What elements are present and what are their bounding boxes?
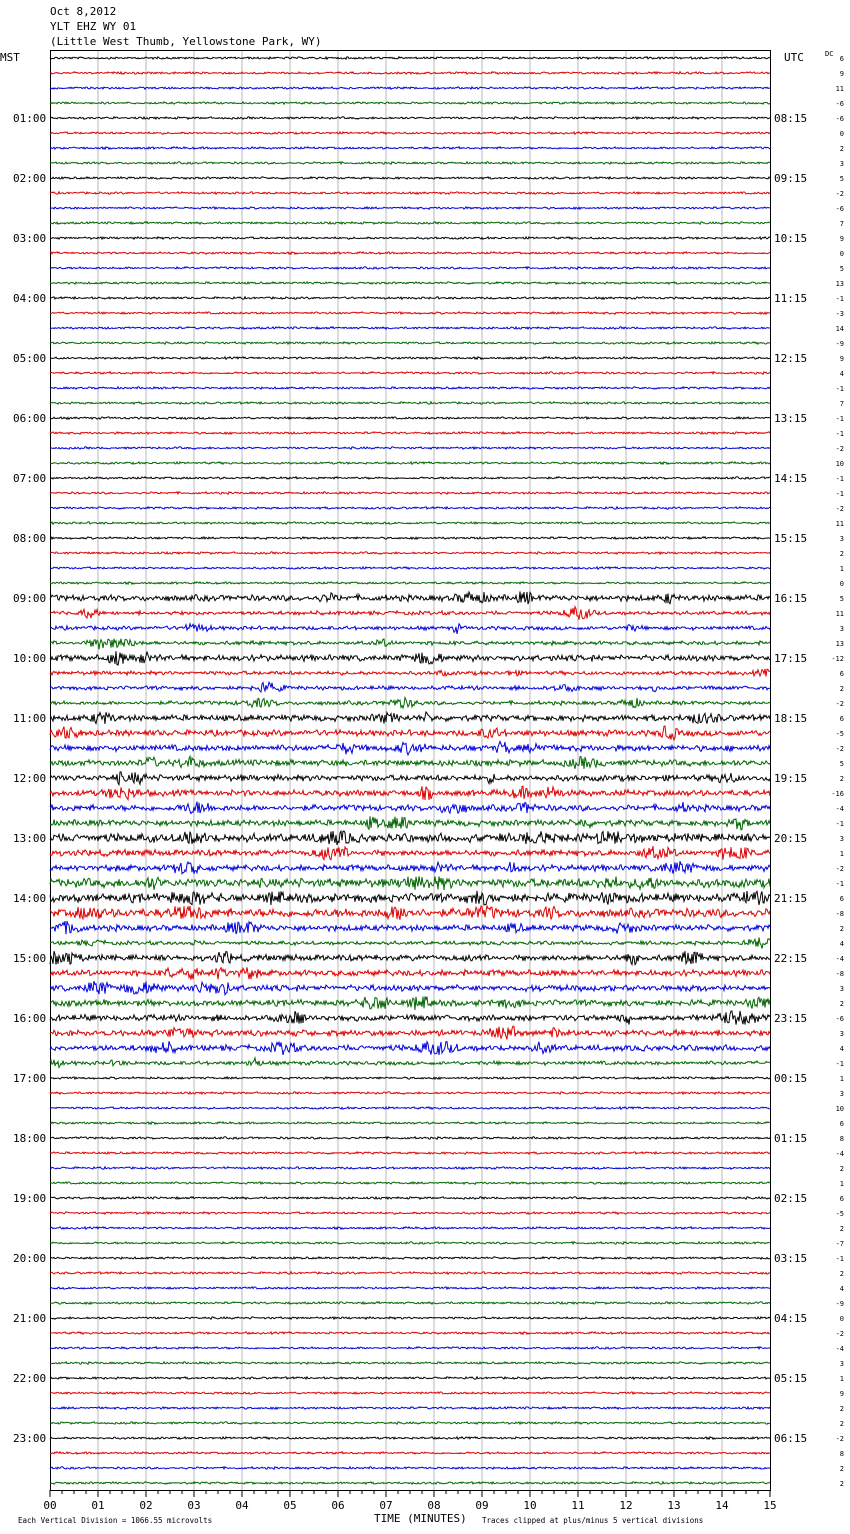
dc-offset-value: -1 bbox=[835, 880, 844, 888]
mst-hour-label: 05:00 bbox=[13, 352, 47, 365]
trace-17 bbox=[50, 312, 770, 315]
trace-55 bbox=[50, 876, 770, 890]
trace-73 bbox=[50, 1152, 770, 1154]
x-tick-label: 07 bbox=[379, 1499, 393, 1512]
mst-hour-label: 04:00 bbox=[13, 292, 47, 305]
utc-hour-label: 16:15 bbox=[774, 592, 808, 605]
dc-offset-value: 6 bbox=[839, 1120, 844, 1128]
trace-27 bbox=[50, 462, 770, 465]
dc-offset-value: 2 bbox=[839, 1270, 844, 1278]
trace-19 bbox=[50, 342, 770, 345]
trace-76 bbox=[50, 1197, 770, 1199]
trace-89 bbox=[50, 1392, 770, 1394]
mst-hour-label: 01:00 bbox=[13, 112, 47, 125]
dc-offset-value: 1 bbox=[839, 1075, 844, 1083]
trace-41 bbox=[50, 669, 770, 676]
x-tick-label: 04 bbox=[235, 1499, 249, 1512]
dc-offset-value: -4 bbox=[835, 955, 844, 963]
utc-axis-label: UTC bbox=[784, 51, 804, 64]
utc-hour-label: 12:15 bbox=[774, 352, 808, 365]
dc-offset-value: 4 bbox=[839, 370, 844, 378]
trace-81 bbox=[50, 1272, 770, 1274]
trace-9 bbox=[50, 192, 770, 194]
trace-93 bbox=[50, 1452, 770, 1454]
x-tick-label: 12 bbox=[619, 1499, 633, 1512]
dc-offset-value: -1 bbox=[835, 430, 844, 438]
mst-hour-label: 16:00 bbox=[13, 1012, 47, 1025]
dc-offset-value: -4 bbox=[835, 1150, 844, 1158]
trace-79 bbox=[50, 1242, 770, 1245]
trace-83 bbox=[50, 1302, 770, 1304]
dc-offset-value: -1 bbox=[835, 385, 844, 393]
trace-86 bbox=[50, 1347, 770, 1349]
dc-offset-labels bbox=[831, 55, 844, 1488]
trace-66 bbox=[50, 1041, 770, 1055]
trace-7 bbox=[50, 162, 770, 165]
dc-offset-value: 3 bbox=[839, 535, 844, 543]
x-tick-label: 00 bbox=[43, 1499, 57, 1512]
trace-78 bbox=[50, 1227, 770, 1230]
trace-14 bbox=[50, 267, 770, 270]
dc-offset-value: -1 bbox=[835, 295, 844, 303]
dc-offset-value: -8 bbox=[835, 970, 844, 978]
dc-offset-value: 2 bbox=[839, 1420, 844, 1428]
trace-15 bbox=[50, 282, 770, 284]
dc-offset-value: -8 bbox=[835, 910, 844, 918]
dc-offset-value: 9 bbox=[839, 70, 844, 78]
dc-offset-value: 2 bbox=[839, 1225, 844, 1233]
trace-10 bbox=[50, 207, 770, 210]
x-tick-label: 11 bbox=[571, 1499, 585, 1512]
mst-hour-label: 17:00 bbox=[13, 1072, 47, 1085]
trace-1 bbox=[50, 72, 770, 75]
utc-hour-label: 03:15 bbox=[774, 1252, 808, 1265]
trace-22 bbox=[50, 387, 770, 389]
dc-offset-value: -7 bbox=[835, 1240, 844, 1248]
dc-offset-value: -2 bbox=[835, 505, 844, 513]
trace-57 bbox=[50, 906, 770, 920]
utc-hour-labels bbox=[774, 112, 807, 1445]
x-tick-label: 08 bbox=[427, 1499, 441, 1512]
dc-offset-value: -6 bbox=[835, 115, 844, 123]
dc-offset-value: 3 bbox=[839, 625, 844, 633]
dc-offset-value: 13 bbox=[835, 280, 844, 288]
dc-offset-value: -12 bbox=[831, 655, 844, 663]
trace-72 bbox=[50, 1137, 770, 1140]
dc-offset-value: -2 bbox=[835, 445, 844, 453]
dc-offset-value: 6 bbox=[839, 55, 844, 63]
utc-hour-label: 14:15 bbox=[774, 472, 808, 485]
trace-58 bbox=[50, 921, 770, 934]
trace-77 bbox=[50, 1212, 770, 1215]
dc-offset-value: 9 bbox=[839, 1390, 844, 1398]
seismic-traces bbox=[50, 57, 770, 1484]
dc-offset-value: 0 bbox=[839, 580, 844, 588]
trace-24 bbox=[50, 417, 770, 419]
trace-49 bbox=[50, 786, 770, 800]
mst-hour-label: 13:00 bbox=[13, 832, 47, 845]
trace-26 bbox=[50, 447, 770, 450]
dc-offset-value: 5 bbox=[839, 265, 844, 273]
dc-offset-value: -3 bbox=[835, 310, 844, 318]
trace-31 bbox=[50, 522, 770, 524]
dc-offset-value: 11 bbox=[835, 610, 844, 618]
trace-39 bbox=[50, 639, 770, 650]
dc-offset-value: 2 bbox=[839, 145, 844, 153]
dc-offset-value: 1 bbox=[839, 565, 844, 573]
trace-92 bbox=[50, 1437, 770, 1440]
dc-offset-value: 14 bbox=[835, 325, 844, 333]
trace-50 bbox=[50, 802, 770, 814]
trace-51 bbox=[50, 816, 770, 830]
dc-offset-value: -1 bbox=[835, 1255, 844, 1263]
dc-offset-value: 9 bbox=[839, 235, 844, 243]
dc-offset-value: 3 bbox=[839, 985, 844, 993]
trace-61 bbox=[50, 967, 770, 979]
trace-0 bbox=[50, 57, 770, 59]
utc-hour-label: 20:15 bbox=[774, 832, 808, 845]
dc-offset-value: 4 bbox=[839, 1285, 844, 1293]
dc-offset-value: 2 bbox=[839, 550, 844, 558]
dc-offset-value: 7 bbox=[839, 220, 844, 228]
dc-offset-value: 2 bbox=[839, 1480, 844, 1488]
mst-hour-label: 20:00 bbox=[13, 1252, 47, 1265]
dc-offset-value: 3 bbox=[839, 835, 844, 843]
dc-offset-value: 0 bbox=[839, 250, 844, 258]
mst-hour-label: 07:00 bbox=[13, 472, 47, 485]
dc-offset-value: -2 bbox=[835, 745, 844, 753]
utc-hour-label: 08:15 bbox=[774, 112, 808, 125]
trace-23 bbox=[50, 402, 770, 404]
utc-hour-label: 21:15 bbox=[774, 892, 808, 905]
dc-offset-value: -1 bbox=[835, 415, 844, 423]
x-tick-label: 03 bbox=[187, 1499, 201, 1512]
utc-hour-label: 22:15 bbox=[774, 952, 808, 965]
clipping-note: Traces clipped at plus/minus 5 vertical divisions bbox=[482, 1516, 704, 1525]
dc-offset-value: 8 bbox=[839, 1450, 844, 1458]
trace-47 bbox=[50, 756, 770, 769]
dc-offset-value: 6 bbox=[839, 715, 844, 723]
trace-25 bbox=[50, 432, 770, 435]
utc-hour-label: 02:15 bbox=[774, 1192, 808, 1205]
dc-offset-value: 3 bbox=[839, 160, 844, 168]
mst-hour-label: 06:00 bbox=[13, 412, 47, 425]
trace-34 bbox=[50, 567, 770, 570]
dc-offset-value: -2 bbox=[835, 700, 844, 708]
trace-59 bbox=[50, 937, 770, 948]
dc-offset-value: 13 bbox=[835, 640, 844, 648]
trace-70 bbox=[50, 1107, 770, 1110]
dc-offset-value: -16 bbox=[831, 790, 844, 798]
dc-offset-value: 11 bbox=[835, 520, 844, 528]
utc-hour-label: 17:15 bbox=[774, 652, 808, 665]
trace-42 bbox=[50, 682, 770, 692]
trace-54 bbox=[50, 861, 770, 874]
trace-95 bbox=[50, 1482, 770, 1484]
trace-64 bbox=[50, 1011, 770, 1025]
trace-91 bbox=[50, 1422, 770, 1425]
utc-hour-label: 05:15 bbox=[774, 1372, 808, 1385]
dc-offset-value: 1 bbox=[839, 1375, 844, 1383]
utc-hour-label: 00:15 bbox=[774, 1072, 808, 1085]
x-axis-label: TIME (MINUTES) bbox=[374, 1512, 467, 1525]
plot-frame bbox=[51, 51, 771, 1491]
trace-11 bbox=[50, 222, 770, 224]
dc-offset-value: -1 bbox=[835, 820, 844, 828]
dc-offset-value: -6 bbox=[835, 1015, 844, 1023]
trace-32 bbox=[50, 537, 770, 540]
trace-20 bbox=[50, 357, 770, 360]
trace-13 bbox=[50, 252, 770, 255]
dc-offset-value: -4 bbox=[835, 1345, 844, 1353]
dc-offset-value: 2 bbox=[839, 1000, 844, 1008]
mst-hour-label: 10:00 bbox=[13, 652, 47, 665]
x-tick-label: 10 bbox=[523, 1499, 537, 1512]
trace-87 bbox=[50, 1362, 770, 1365]
trace-38 bbox=[50, 624, 770, 634]
mst-hour-label: 15:00 bbox=[13, 952, 47, 965]
dc-offset-value: -4 bbox=[835, 805, 844, 813]
trace-21 bbox=[50, 372, 770, 375]
trace-5 bbox=[50, 132, 770, 135]
dc-offset-value: 1 bbox=[839, 1180, 844, 1188]
dc-offset-value: 3 bbox=[839, 1360, 844, 1368]
trace-33 bbox=[50, 552, 770, 554]
utc-hour-label: 01:15 bbox=[774, 1132, 808, 1145]
mst-axis-label: MST bbox=[0, 51, 20, 64]
x-tick-label: 13 bbox=[667, 1499, 681, 1512]
mst-hour-label: 12:00 bbox=[13, 772, 47, 785]
trace-69 bbox=[50, 1092, 770, 1094]
trace-4 bbox=[50, 117, 770, 119]
trace-75 bbox=[50, 1182, 770, 1185]
trace-6 bbox=[50, 147, 770, 150]
mst-hour-label: 11:00 bbox=[13, 712, 47, 725]
vertical-division-note: Each Vertical Division = 1066.55 microvolts bbox=[18, 1516, 213, 1525]
x-tick-label: 14 bbox=[715, 1499, 729, 1512]
utc-hour-label: 15:15 bbox=[774, 532, 808, 545]
trace-46 bbox=[50, 742, 770, 755]
dc-offset-value: 4 bbox=[839, 1045, 844, 1053]
trace-28 bbox=[50, 477, 770, 479]
dc-offset-value: -1 bbox=[835, 475, 844, 483]
mst-hour-label: 14:00 bbox=[13, 892, 47, 905]
dc-offset-value: -1 bbox=[835, 1060, 844, 1068]
trace-85 bbox=[50, 1332, 770, 1335]
trace-44 bbox=[50, 712, 770, 724]
x-tick-label: 05 bbox=[283, 1499, 297, 1512]
dc-offset-value: -9 bbox=[835, 340, 844, 348]
mst-hour-label: 22:00 bbox=[13, 1372, 47, 1385]
trace-12 bbox=[50, 237, 770, 240]
mst-hour-label: 03:00 bbox=[13, 232, 47, 245]
dc-offset-value: 2 bbox=[839, 925, 844, 933]
dc-offset-value: -6 bbox=[835, 205, 844, 213]
dc-offset-value: 1 bbox=[839, 850, 844, 858]
dc-offset-value: -9 bbox=[835, 1300, 844, 1308]
dc-offset-value: 2 bbox=[839, 1405, 844, 1413]
trace-67 bbox=[50, 1058, 770, 1068]
dc-offset-value: 5 bbox=[839, 760, 844, 768]
trace-88 bbox=[50, 1377, 770, 1379]
x-tick-label: 09 bbox=[475, 1499, 489, 1512]
utc-hour-label: 11:15 bbox=[774, 292, 808, 305]
dc-offset-value: -6 bbox=[835, 100, 844, 108]
trace-68 bbox=[50, 1077, 770, 1080]
dc-offset-value: 7 bbox=[839, 400, 844, 408]
trace-18 bbox=[50, 327, 770, 329]
station-code: YLT EHZ WY 01 bbox=[50, 20, 137, 33]
trace-2 bbox=[50, 87, 770, 89]
dc-offset-value: 2 bbox=[839, 775, 844, 783]
trace-60 bbox=[50, 951, 770, 964]
mst-hour-label: 19:00 bbox=[13, 1192, 47, 1205]
trace-65 bbox=[50, 1026, 770, 1039]
dc-offset-value: 5 bbox=[839, 175, 844, 183]
trace-29 bbox=[50, 492, 770, 495]
x-tick-label: 02 bbox=[139, 1499, 153, 1512]
trace-8 bbox=[50, 177, 770, 179]
trace-36 bbox=[50, 591, 770, 604]
utc-hour-label: 19:15 bbox=[774, 772, 808, 785]
trace-3 bbox=[50, 102, 770, 104]
plot-date: Oct 8,2012 bbox=[50, 5, 117, 18]
trace-71 bbox=[50, 1122, 770, 1125]
dc-offset-value: 10 bbox=[835, 460, 844, 468]
mst-hour-label: 18:00 bbox=[13, 1132, 47, 1145]
dc-offset-value: 4 bbox=[839, 940, 844, 948]
trace-74 bbox=[50, 1167, 770, 1169]
trace-43 bbox=[50, 698, 770, 709]
trace-62 bbox=[50, 981, 770, 995]
dc-offset-value: 8 bbox=[839, 1135, 844, 1143]
trace-52 bbox=[50, 831, 770, 845]
trace-84 bbox=[50, 1317, 770, 1320]
trace-63 bbox=[50, 996, 770, 1010]
trace-45 bbox=[50, 726, 770, 740]
dc-offset-value: -2 bbox=[835, 190, 844, 198]
dc-offset-value: 3 bbox=[839, 1090, 844, 1098]
dc-offset-value: 11 bbox=[835, 85, 844, 93]
trace-40 bbox=[50, 651, 770, 665]
dc-offset-value: 2 bbox=[839, 1465, 844, 1473]
dc-offset-value: -5 bbox=[835, 730, 844, 738]
mst-hour-label: 02:00 bbox=[13, 172, 47, 185]
dc-offset-value: 3 bbox=[839, 1030, 844, 1038]
dc-offset-value: -5 bbox=[835, 1210, 844, 1218]
mst-hour-label: 23:00 bbox=[13, 1432, 47, 1445]
x-tick-label: 15 bbox=[763, 1499, 777, 1512]
dc-column-label: DC bbox=[825, 50, 834, 58]
mst-hour-labels bbox=[13, 112, 46, 1445]
x-tick-label: 06 bbox=[331, 1499, 345, 1512]
utc-hour-label: 13:15 bbox=[774, 412, 808, 425]
utc-hour-label: 23:15 bbox=[774, 1012, 808, 1025]
dc-offset-value: 6 bbox=[839, 670, 844, 678]
dc-offset-value: 2 bbox=[839, 1165, 844, 1173]
trace-82 bbox=[50, 1287, 770, 1290]
mst-hour-label: 09:00 bbox=[13, 592, 47, 605]
dc-offset-value: 10 bbox=[835, 1105, 844, 1113]
dc-offset-value: 0 bbox=[839, 130, 844, 138]
dc-offset-value: -2 bbox=[835, 1330, 844, 1338]
trace-37 bbox=[50, 607, 770, 620]
dc-offset-value: -1 bbox=[835, 490, 844, 498]
trace-16 bbox=[50, 297, 770, 299]
dc-offset-value: 5 bbox=[839, 595, 844, 603]
dc-offset-value: 2 bbox=[839, 685, 844, 693]
station-location: (Little West Thumb, Yellowstone Park, WY) bbox=[50, 35, 322, 48]
x-tick-label: 01 bbox=[91, 1499, 105, 1512]
utc-hour-label: 18:15 bbox=[774, 712, 808, 725]
dc-offset-value: 6 bbox=[839, 1195, 844, 1203]
vertical-gridlines bbox=[98, 51, 722, 1490]
mst-hour-label: 21:00 bbox=[13, 1312, 47, 1325]
trace-94 bbox=[50, 1467, 770, 1470]
trace-30 bbox=[50, 507, 770, 509]
trace-80 bbox=[50, 1257, 770, 1259]
dc-offset-value: -2 bbox=[835, 865, 844, 873]
utc-hour-label: 06:15 bbox=[774, 1432, 808, 1445]
mst-hour-label: 08:00 bbox=[13, 532, 47, 545]
utc-hour-label: 09:15 bbox=[774, 172, 808, 185]
trace-48 bbox=[50, 772, 770, 785]
dc-offset-value: 0 bbox=[839, 1315, 844, 1323]
dc-offset-value: 9 bbox=[839, 355, 844, 363]
utc-hour-label: 04:15 bbox=[774, 1312, 808, 1325]
utc-hour-label: 10:15 bbox=[774, 232, 808, 245]
x-axis-ticks bbox=[43, 1490, 776, 1512]
trace-90 bbox=[50, 1407, 770, 1410]
dc-offset-value: -2 bbox=[835, 1435, 844, 1443]
dc-offset-value: 6 bbox=[839, 895, 844, 903]
trace-35 bbox=[50, 582, 770, 585]
trace-56 bbox=[50, 891, 770, 905]
trace-53 bbox=[50, 846, 770, 860]
